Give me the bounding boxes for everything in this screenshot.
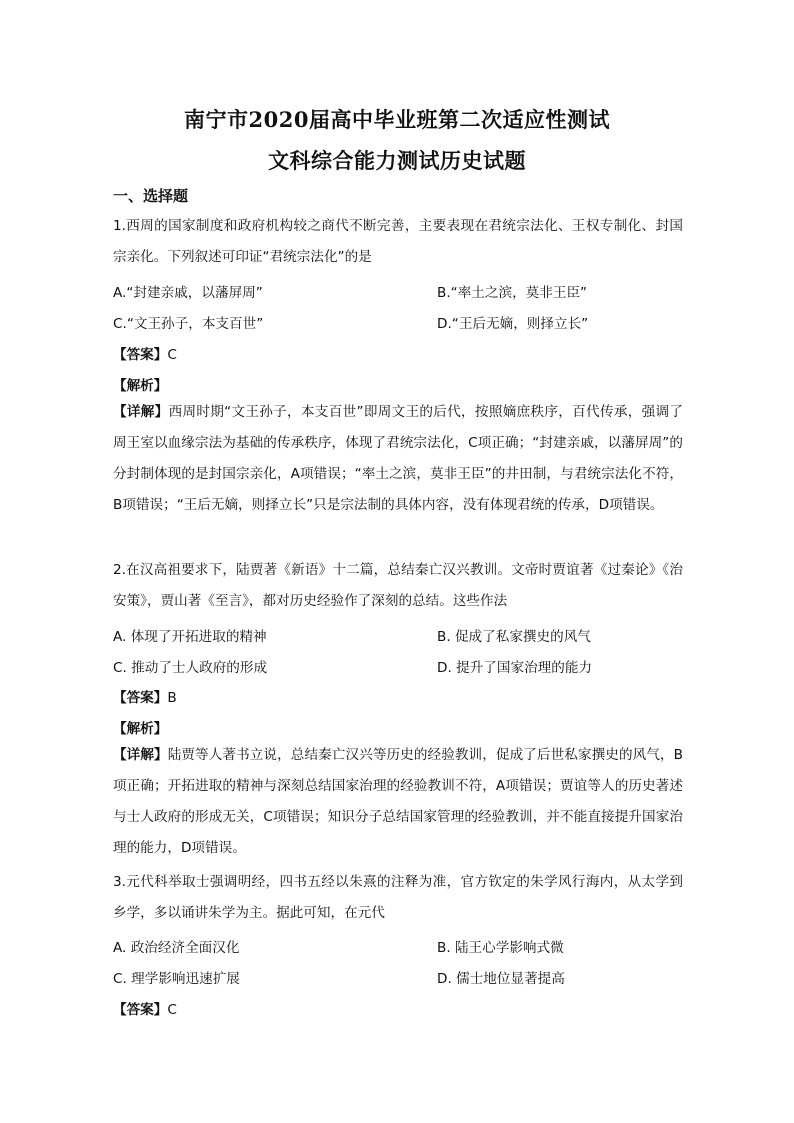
detail-text: 西周时期“文王孙子，本支百世”即周文王的后代，按照嫡庶秩序，百代传承，强调了周王室以血缘宗法为基础的传承秩序，体现了君统宗法化，C项正确；“封建亲戚，以藩屏周”的分封制体现的是封国宗亲化，A项错误；“率土之滨，莫非王臣”的井田制，与君统宗法化不符，B项错误；“王后无嫡，则择立长”只是宗法制的具体内容，没有体现君统的传承，D项错误。 [113, 404, 683, 513]
q1-option-c: C.“文王孙子，本支百世” [113, 316, 264, 332]
doc-title: 南宁市2020届高中毕业班第二次适应性测试 [184, 107, 610, 132]
q1-option-b: B.“率土之滨，莫非王臣” [437, 285, 588, 301]
section-heading: 一、选择题 [113, 187, 189, 205]
q1-detail [113, 397, 683, 521]
q3-answer [113, 998, 177, 1018]
q3-option-d: D. 儒士地位显著提高 [437, 971, 565, 987]
q1-option-a: A.“封建亲戚，以藩屏周” [113, 285, 263, 301]
q2-option-c: C. 推动了士人政府的形成 [113, 660, 268, 676]
q2-answer [113, 686, 177, 706]
question-3-stem: 3.元代科举取士强调明经，四书五经以朱熹的注释为准，官方钦定的朱学风行海内，从太学到乡学，多以诵讲朱学为主。据此可知，在元代 [113, 874, 683, 921]
q1-option-d: D.“王后无嫡，则择立长” [437, 316, 589, 332]
q3-option-b: B. 陆王心学影响式微 [437, 940, 564, 956]
question-1-stem: 1.西周的国家制度和政府机构较之商代不断完善，主要表现在君统宗法化、王权专制化、封国宗亲化。下列叙述可印证“君统宗法化”的是 [113, 218, 683, 265]
answer-label: 【答案】 [113, 347, 168, 363]
q1-analysis-label: 【解析】 [113, 378, 168, 394]
q1-answer [113, 343, 177, 363]
q2-analysis-label: 【解析】 [113, 721, 168, 737]
q2-option-d: D. 提升了国家治理的能力 [437, 660, 593, 676]
q2-option-b: B. 促成了私家撰史的风气 [437, 629, 591, 645]
question-2-stem: 2.在汉高祖要求下，陆贾著《新语》十二篇，总结秦亡汉兴教训。文帝时贾谊著《过秦论》《治安策》，贾山著《至言》，都对历史经验作了深刻的总结。这些作法 [113, 562, 683, 609]
detail-text: 陆贾等人著书立说，总结秦亡汉兴等历史的经验教训，促成了后世私家撰史的风气，B项正确；开拓进取的精神与深刻总结国家治理的经验教训不符，A项错误；贾谊等人的历史著述与士人政府的形成无关，C项错误；知识分子总结国家管理的经验教训，并不能直接提升国家治理的能力，D项错误。 [113, 747, 683, 856]
q2-detail [113, 740, 683, 864]
answer-value: C [167, 1002, 177, 1018]
answer-value: C [167, 347, 177, 363]
q3-option-c: C. 理学影响迅速扩展 [113, 971, 240, 987]
answer-value: B [167, 690, 177, 706]
detail-label: 【详解】 [113, 747, 168, 763]
answer-label: 【答案】 [113, 1002, 168, 1018]
detail-label: 【详解】 [113, 404, 169, 420]
q3-option-a: A. 政治经济全面汉化 [113, 940, 240, 956]
doc-subtitle: 文科综合能力测试历史试题 [268, 148, 526, 173]
q2-option-a: A. 体现了开拓进取的精神 [113, 629, 267, 645]
answer-label: 【答案】 [113, 690, 168, 706]
